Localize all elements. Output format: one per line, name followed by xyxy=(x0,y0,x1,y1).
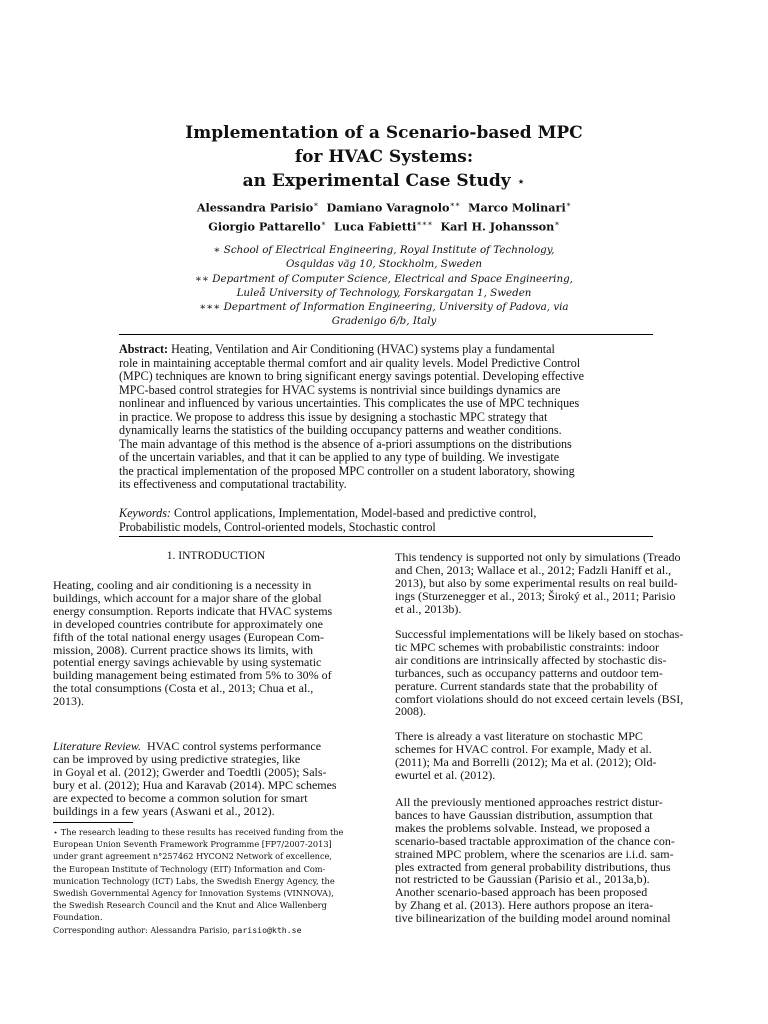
keywords xyxy=(119,507,653,534)
footnote-line: munication Technology (ICT) Labs, the Swedish Energy Agency, the xyxy=(53,875,335,886)
text-line: turbances, such as occupancy patterns and outdoor tem- xyxy=(395,665,663,680)
footnote-line: Swedish Governmental Agency for Innovation Systems (VINNOVA), xyxy=(53,888,334,899)
text-line: potential energy savings achievable by using systematic xyxy=(53,655,322,670)
text-line: the total consumptions (Costa et al., 2013; Chua et al., xyxy=(53,681,314,696)
affiliation-line: Luleå University of Technology, Forskargatan 1, Sweden xyxy=(236,286,532,299)
abstract-label: Abstract: xyxy=(119,342,169,356)
keywords-bottom-rule xyxy=(119,536,653,537)
footnote-line: the Swedish Research Council and the Knut and Alice Wallenberg xyxy=(53,900,327,911)
right-paragraph-2 xyxy=(395,628,725,718)
text-line: strained MPC problem, where the scenarios are i.i.d. sam- xyxy=(395,846,674,861)
text-line: et al., 2013b). xyxy=(395,601,462,616)
right-paragraph-1 xyxy=(395,551,725,616)
abstract-line: its effectiveness and computational tractability. xyxy=(119,477,347,491)
text-line: buildings, which account for a major share of the global xyxy=(53,590,322,605)
text-line: perature. Current standards state that the probability of xyxy=(395,678,658,693)
abstract-line: the practical implementation of the proposed MPC controller on a student laboratory, showing xyxy=(119,463,575,478)
abstract-line: The main advantage of this method is the absence of a-priori assumptions on the distributions xyxy=(119,436,572,451)
text-line: All the previously mentioned approaches restrict distur- xyxy=(395,795,663,809)
text-line: ewurtel et al. (2012). xyxy=(395,767,496,782)
text-line: can be improved by using predictive strategies, like xyxy=(53,751,301,766)
right-paragraph-3 xyxy=(395,730,725,782)
text-line: by Zhang et al. (2013). Here authors propose an itera- xyxy=(395,898,654,913)
footnote-line: Foundation. xyxy=(53,912,103,923)
section-heading-introduction: 1. INTRODUCTION xyxy=(166,550,266,562)
text-line: Successful implementations will be likely based on stochas- xyxy=(395,627,684,641)
literature-review-paragraph xyxy=(53,740,379,817)
author-affil-mark: ∗ xyxy=(320,218,327,228)
abstract-top-rule xyxy=(119,334,653,335)
text-line: 2008). xyxy=(395,704,426,719)
text-line: buildings in a few years (Aswani et al., 2012). xyxy=(53,803,275,818)
abstract-line: role in maintaining acceptable thermal comfort and air quality levels. Model Predictive Control xyxy=(119,355,581,370)
right-paragraph-4 xyxy=(395,796,725,925)
text-line: comfort violations should do not exceed certain levels (BSI, xyxy=(395,691,684,706)
text-line: 2013). xyxy=(53,694,84,709)
text-line: HVAC control systems performance xyxy=(146,739,322,753)
author-name: Luca Fabietti xyxy=(334,219,417,234)
footnote xyxy=(53,826,383,936)
text-line: ples extracted from general probability distributions, thus xyxy=(395,859,671,874)
text-line: makes the problems solvable. Instead, we proposed a xyxy=(395,820,650,835)
title-line-2: for HVAC Systems: xyxy=(294,147,474,167)
author-affil-mark: ∗ xyxy=(554,218,560,228)
author-affil-mark: ∗ xyxy=(313,200,319,209)
text-line: fifth of the total national energy usages (European Com- xyxy=(53,629,325,644)
text-line: There is already a vast literature on stochastic MPC xyxy=(395,729,643,743)
author-name: Alessandra Parisio xyxy=(196,200,314,215)
text-line: This tendency is supported not only by simulations (Treado xyxy=(395,550,681,564)
footnote-line: European Union Seventh Framework Programme [FP7/2007-2013] xyxy=(53,839,332,850)
title-line-1: Implementation of a Scenario-based MPC xyxy=(185,123,583,143)
text-line: are expected to become a common solution for smart xyxy=(53,790,308,805)
abstract-line: in practice. We propose to address this issue by designing a stochastic MPC strategy that xyxy=(119,409,548,424)
text-line: mission, 2008). Current practice shows its limits, with xyxy=(53,642,313,657)
footnote-line: under grant agreement n°257462 HYCON2 Network of excellence, xyxy=(53,851,332,862)
text-line: ings (Sturzenegger et al., 2013; Široký et al., 2011; Parisio xyxy=(395,588,676,603)
abstract-line: (MPC) techniques are known to bring significant energy savings potential. Developing effective xyxy=(119,369,585,383)
author-affil-mark: ∗∗ xyxy=(449,200,461,209)
footnote-line: the European Institute of Technology (EIT) Information and Com- xyxy=(53,863,326,874)
text-line: energy consumption. Reports indicate that HVAC systems xyxy=(53,603,333,618)
paper-title xyxy=(0,121,768,194)
author-email-link[interactable]: parisio@kth.se xyxy=(232,924,302,935)
keywords-line: Probabilistic models, Control-oriented models, Stochastic control xyxy=(119,519,436,534)
abstract-line: MPC-based control strategies for HVAC systems is nontrivial since buildings dynamics are xyxy=(119,382,561,397)
text-line: air conditions are intrinsically affected by stochastic dis- xyxy=(395,652,667,667)
title-footnote-star: ⋆ xyxy=(516,174,526,190)
author-name: Damiano Varagnolo xyxy=(326,200,450,215)
text-line: Another scenario-based approach has been proposed xyxy=(395,885,648,900)
text-line: scenario-based tractable approximation of the chance con- xyxy=(395,833,675,848)
author-name: Giorgio Pattarello xyxy=(208,219,321,234)
abstract-line: of the uncertain variables, and that it can be applied to any type of building. We investigate xyxy=(119,450,560,464)
author-affil-mark: ∗∗∗ xyxy=(416,218,433,228)
title-line-3-text: an Experimental Case Study xyxy=(242,171,511,191)
footnote-rule xyxy=(53,822,133,823)
text-line: schemes for HVAC control. For example, Mady et al. xyxy=(395,741,652,756)
keywords-line: Control applications, Implementation, Model-based and predictive control, xyxy=(174,506,537,520)
text-line: Heating, cooling and air conditioning is a necessity in xyxy=(53,578,312,592)
text-line: tive bilinearization of the building model around nominal xyxy=(395,911,671,926)
text-line: bury et al. (2012); Hua and Karavab (2014). MPC schemes xyxy=(53,777,337,792)
abstract xyxy=(119,343,653,492)
intro-paragraph-1 xyxy=(53,579,379,708)
author-affil-mark: ∗ xyxy=(565,200,572,209)
abstract-line: nonlinear and influenced by various uncertainties. This complicates the use of MPC techniques xyxy=(119,396,580,410)
text-line: in Goyal et al. (2012); Gwerder and Toedtli (2005); Sals- xyxy=(53,764,327,779)
affiliations xyxy=(0,243,768,329)
abstract-line: Heating, Ventilation and Air Conditioning (HVAC) systems play a fundamental xyxy=(171,342,555,356)
affiliation-line: ∗∗∗ Department of Information Engineering, University of Padova, via xyxy=(199,301,569,314)
corresponding-author: Corresponding author: Alessandra Parisio, xyxy=(53,924,230,935)
text-line: (2011); Ma and Borrelli (2012); Ma et al. (2012); Old- xyxy=(395,754,657,769)
author-name: Karl H. Johansson xyxy=(440,219,555,234)
keywords-label: Keywords: xyxy=(119,506,171,520)
title-line-3 xyxy=(0,169,768,194)
author-name: Marco Molinari xyxy=(468,200,566,215)
affiliation-line: Osquldas väg 10, Stockholm, Sweden xyxy=(285,258,483,271)
affiliation-line: Gradenigo 6/b, Italy xyxy=(331,315,437,328)
text-line: building management being estimated from 5% to 30% of xyxy=(53,668,332,683)
affiliation-line: ∗∗ Department of Computer Science, Electrical and Space Engineering, xyxy=(195,272,573,285)
text-line: not restricted to be Gaussian (Parisio et al., 2013a,b). xyxy=(395,872,650,887)
affiliation-line: ∗ School of Electrical Engineering, Royal Institute of Technology, xyxy=(213,244,555,256)
text-line: 2013), but also by some experimental results on real build- xyxy=(395,575,678,590)
footnote-line: ⋆ The research leading to these results has received funding from the xyxy=(53,827,344,837)
abstract-line: dynamically learns the statistics of the building occupancy patterns and weather conditions. xyxy=(119,423,562,437)
text-line: bances to have Gaussian distribution, assumption that xyxy=(395,807,653,822)
author-list xyxy=(0,197,768,234)
text-line: and Chen, 2013; Wallace et al., 2012; Fadzli Haniff et al., xyxy=(395,562,672,577)
text-line: in developed countries contribute for approximately one xyxy=(53,616,323,631)
literature-review-label: Literature Review. xyxy=(53,739,141,753)
text-line: tic MPC schemes with probabilistic constraints: indoor xyxy=(395,639,659,654)
